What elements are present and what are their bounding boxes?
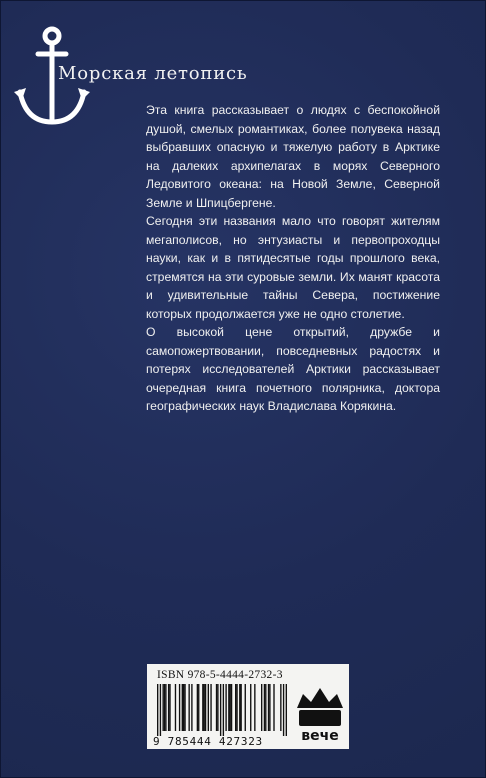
barcode-bar [175, 684, 176, 731]
barcode-bar [286, 684, 287, 736]
series-title: Морская летопись [58, 63, 248, 84]
barcode-bar [268, 684, 269, 731]
barcode-bar [280, 684, 281, 731]
barcode-bar [191, 684, 192, 731]
barcode-bar [265, 684, 266, 731]
barcode-bar [184, 684, 185, 731]
barcode-bar [202, 684, 203, 731]
barcode-bar [273, 684, 274, 731]
barcode-bar [165, 684, 166, 731]
barcode-digits: 9 785444 427323 [153, 735, 263, 748]
barcode-bar [239, 684, 240, 731]
book-description [146, 101, 440, 416]
barcode-bar [228, 684, 229, 731]
barcode-bar [261, 684, 262, 731]
barcode-bar [269, 684, 270, 731]
isbn-label: ISBN 978-5-4444-2732-3 [157, 669, 283, 681]
barcode-bar [220, 684, 221, 736]
barcode-bar [205, 684, 206, 731]
barcode-bar [225, 684, 226, 731]
barcode-bar [250, 684, 251, 731]
barcode-bar [182, 684, 183, 731]
blurb-paragraph: Сегодня эти названия мало что говорят жителям мегаполисов, но энтузиасты и первопроходцы науки, как и в пятидесятые годы прошлого века, стремятся на эти суровые земли. Их манят красота и удивительные тайны Севера, постижение которых продолжается уже не одно столетие. [146, 214, 440, 321]
barcode-panel [147, 664, 349, 749]
barcode-bar [210, 684, 211, 731]
barcode-bar [179, 684, 180, 731]
barcode-bar [264, 684, 265, 731]
barcode-bar [236, 684, 237, 731]
barcode-bar [254, 684, 255, 731]
barcode-bar [169, 684, 170, 731]
blurb-paragraph: Эта книга рассказывает о людях с беспокойной душой, смелых романтиках, более полувека назад выбравших опасную и тяжелую работу в Арктике на далеких архипелагах в морях Северного Ледовитого океана: на Новой Земле, Северной Земле и Шпицбергене. [146, 103, 440, 210]
barcode-bar [283, 684, 284, 736]
blurb-paragraph: О высокой цене открытий, дружбе и самопожертвовании, повседневных радостях и потерях исследователей Арктики рассказывает очередная книга почетного полярника, доктора географических наук Владислава Корякина. [146, 325, 440, 413]
barcode-bar [198, 684, 199, 731]
publisher-logo-text: вече [301, 728, 339, 744]
barcode-bar [235, 684, 236, 731]
barcode-bar [162, 684, 163, 731]
barcode-bar [231, 684, 232, 731]
barcode-bar [230, 684, 231, 731]
barcode-bar [188, 684, 189, 731]
barcode-bar [183, 684, 184, 731]
barcode-bar [208, 684, 209, 731]
barcode-bar [157, 684, 158, 736]
barcode-bar [216, 684, 217, 731]
barcode-bar [223, 684, 224, 736]
barcode-bar [168, 684, 169, 731]
barcode-bar [164, 684, 165, 731]
barcode-bar [197, 684, 198, 731]
barcode-bar [160, 684, 161, 736]
barcode-bar [204, 684, 205, 731]
barcode-bar [245, 684, 246, 731]
ean-barcode [157, 684, 287, 736]
barcode-bar [240, 684, 241, 731]
barcode-bar [217, 684, 218, 731]
publisher-logo [293, 684, 347, 744]
